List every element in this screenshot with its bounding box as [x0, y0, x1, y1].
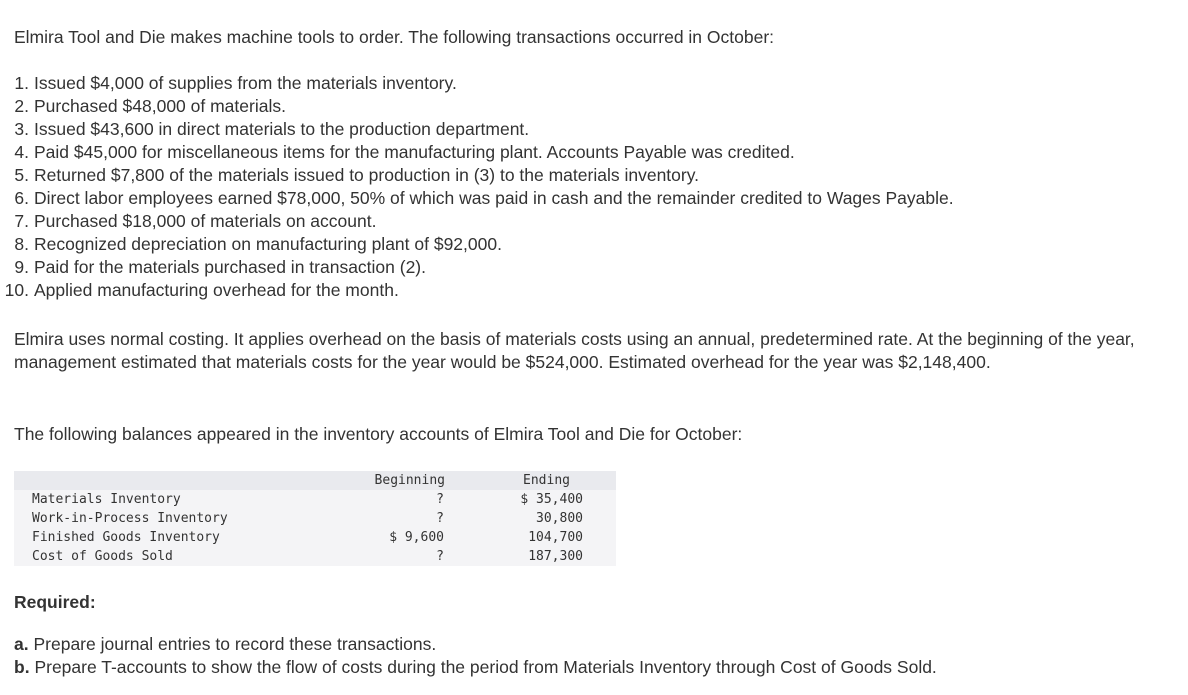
transaction-item	[0, 164, 954, 187]
header-beginning: Beginning	[374, 473, 445, 488]
transaction-text: Purchased $18,000 of materials on account.	[34, 211, 377, 231]
normal-costing-paragraph: Elmira uses normal costing. It applies overhead on the basis of materials costs using an annual, predetermined rate. At the beginning of the year, management estimated that materials costs for the year would be $524,000. Estimated overhead for the year was $2,148,400.	[14, 329, 1135, 372]
transaction-text: Issued $4,000 of supplies from the materials inventory.	[34, 73, 457, 93]
ending-value: $ 35,400	[520, 492, 583, 507]
table-row	[14, 509, 616, 528]
required-item-text: Prepare T-accounts to show the flow of costs during the period from Materials Inventory through Cost of Goods Sold.	[34, 657, 937, 677]
beginning-value: $ 9,600	[389, 530, 444, 545]
transaction-number: 5.	[14, 165, 29, 185]
transaction-number: 10.	[4, 280, 29, 300]
account-label: Finished Goods Inventory	[32, 530, 220, 545]
table-row	[14, 547, 616, 566]
inventory-balances-table	[14, 471, 616, 567]
transaction-text: Recognized depreciation on manufacturing plant of $92,000.	[34, 234, 502, 254]
transaction-text: Purchased $48,000 of materials.	[34, 96, 286, 116]
required-item-letter: a.	[14, 634, 29, 654]
transaction-item	[0, 118, 954, 141]
ending-value: 30,800	[536, 511, 583, 526]
transaction-text: Paid for the materials purchased in transaction (2).	[34, 257, 426, 277]
transaction-item	[0, 141, 954, 164]
transaction-item	[0, 72, 954, 95]
transaction-text: Direct labor employees earned $78,000, 50% of which was paid in cash and the remainder credited to Wages Payable.	[34, 188, 954, 208]
account-label: Materials Inventory	[32, 492, 181, 507]
transaction-item	[0, 95, 954, 118]
ending-value: 104,700	[528, 530, 583, 545]
required-item-text: Prepare journal entries to record these transactions.	[33, 634, 437, 654]
transaction-list	[0, 72, 954, 302]
transaction-text: Paid $45,000 for miscellaneous items for the manufacturing plant. Accounts Payable was credited.	[34, 142, 795, 162]
transaction-item	[0, 210, 954, 233]
transaction-number: 8.	[14, 234, 29, 254]
account-label: Cost of Goods Sold	[32, 549, 173, 564]
ending-value: 187,300	[528, 549, 583, 564]
transaction-item	[0, 187, 954, 210]
balances-intro: The following balances appeared in the inventory accounts of Elmira Tool and Die for October:	[14, 424, 743, 444]
required-item	[14, 656, 937, 679]
transaction-item	[0, 233, 954, 256]
required-item	[14, 633, 937, 656]
transaction-number: 9.	[14, 257, 29, 277]
transaction-text: Applied manufacturing overhead for the month.	[34, 280, 399, 300]
table-row	[14, 528, 616, 547]
table-header-row	[14, 471, 616, 490]
header-ending: Ending	[523, 473, 570, 488]
transaction-number: 4.	[14, 142, 29, 162]
required-item-letter: b.	[14, 657, 30, 677]
transaction-item	[0, 256, 954, 279]
account-label: Work-in-Process Inventory	[32, 511, 228, 526]
transaction-number: 2.	[14, 96, 29, 116]
transaction-number: 1.	[14, 73, 29, 93]
transaction-number: 3.	[14, 119, 29, 139]
beginning-value: ?	[436, 492, 444, 507]
beginning-value: ?	[436, 511, 444, 526]
problem-intro: Elmira Tool and Die makes machine tools to order. The following transactions occurred in October:	[14, 27, 775, 47]
transaction-text: Returned $7,800 of the materials issued to production in (3) to the materials inventory.	[34, 165, 700, 185]
required-list	[14, 633, 937, 679]
transaction-number: 6.	[14, 188, 29, 208]
required-heading: Required:	[14, 592, 96, 612]
transaction-text: Issued $43,600 in direct materials to the production department.	[34, 119, 530, 139]
transaction-number: 7.	[14, 211, 29, 231]
beginning-value: ?	[436, 549, 444, 564]
transaction-item	[0, 279, 954, 302]
table-row	[14, 490, 616, 509]
